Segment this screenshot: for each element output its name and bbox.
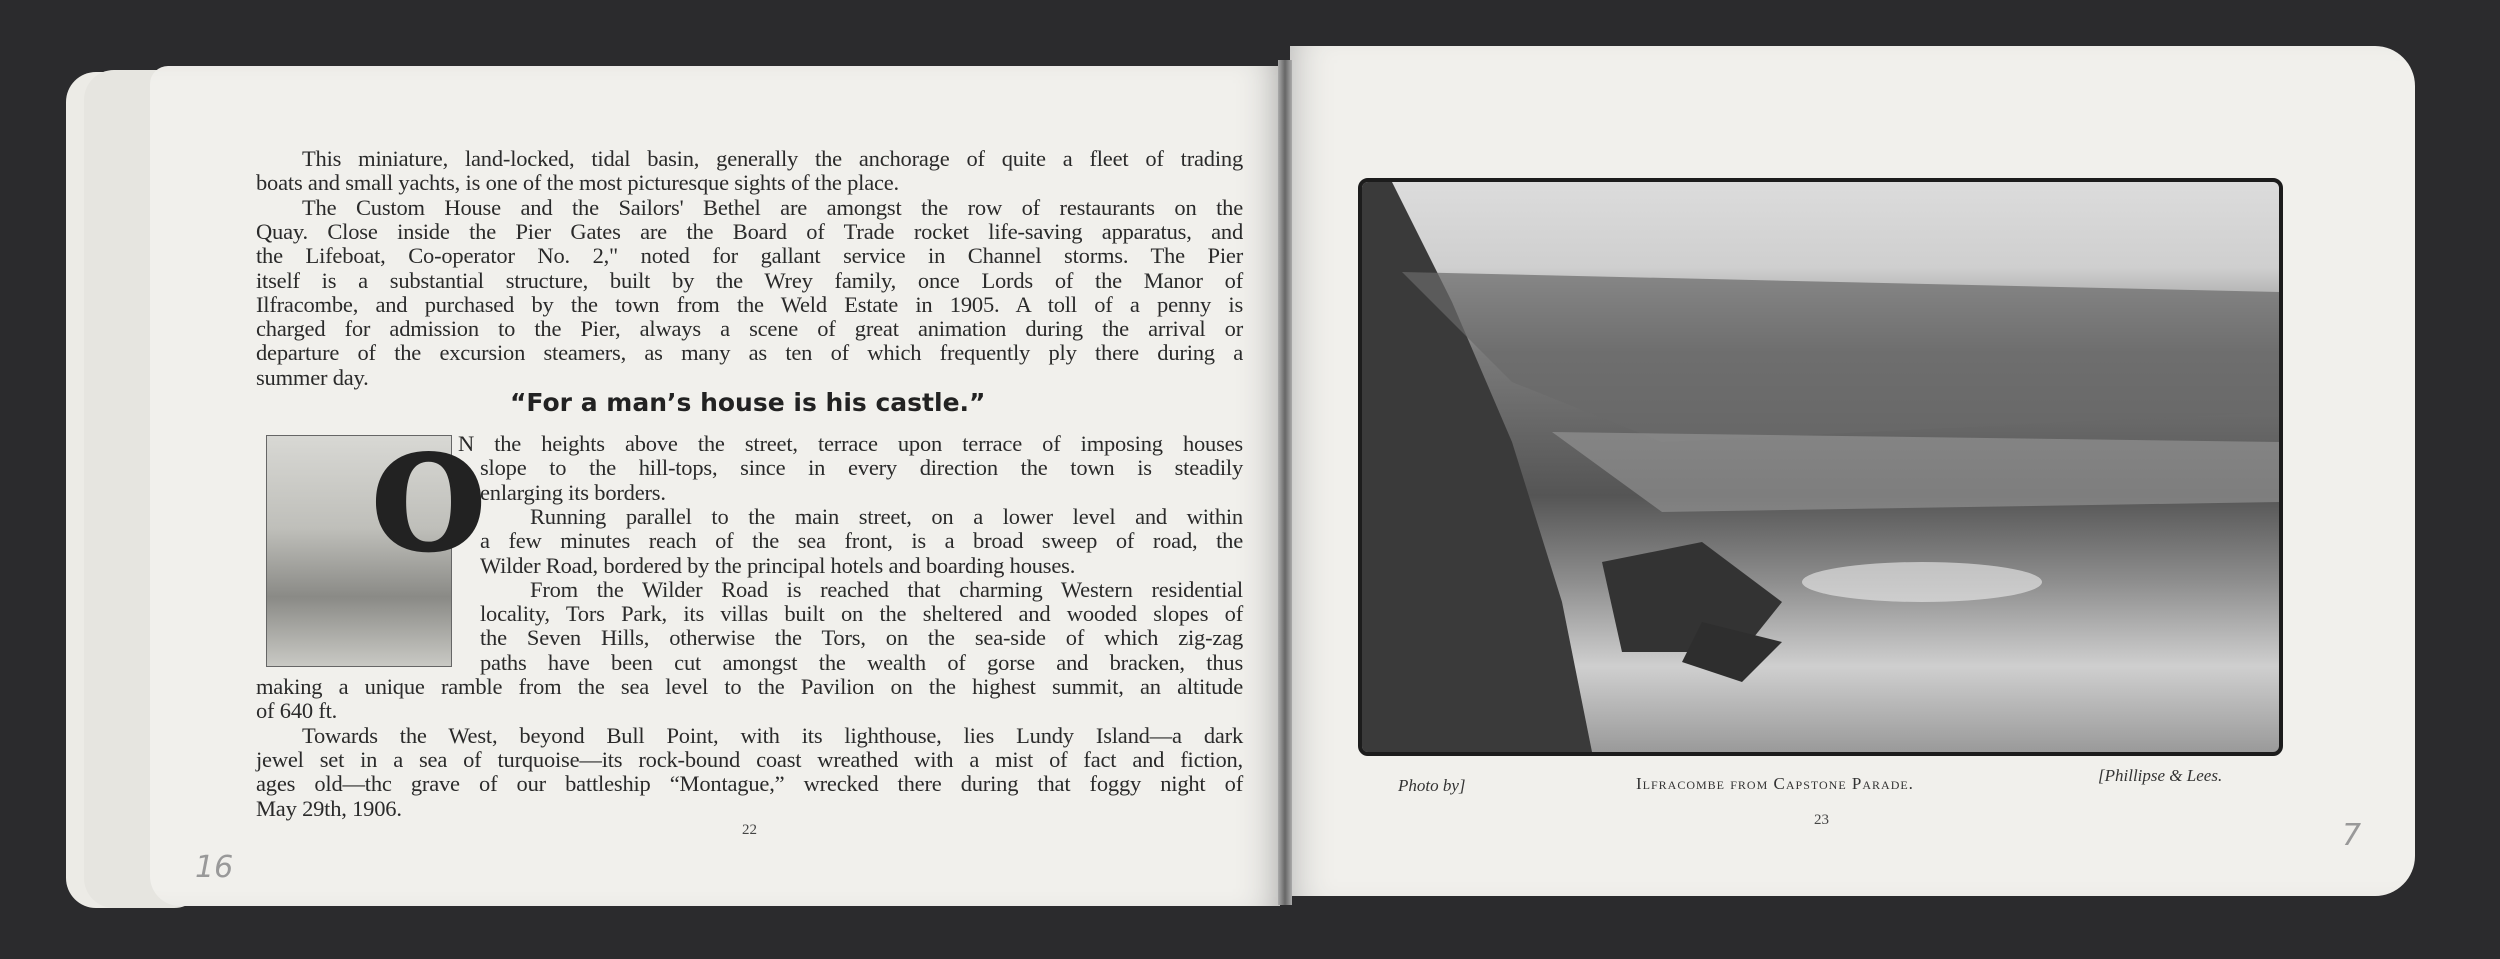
text-line: locality, Tors Park, its villas built on the sheltered and wooded slopes of — [480, 601, 1243, 627]
pencil-mark: 7 — [2342, 818, 2362, 853]
page-number: 22 — [742, 822, 757, 838]
page-number: 23 — [1814, 812, 1829, 828]
text-line: a few minutes reach of the sea front, is a broad sweep of road, the — [480, 528, 1243, 554]
text-line: of 640 ft. — [256, 698, 338, 724]
text-line: making a unique ramble from the sea level to the Pavilion on the highest summit, an altitude — [256, 674, 1243, 699]
text-line: itself is a substantial structure, built by the Wrey family, once Lords of the Manor of — [256, 267, 1243, 293]
text-line: The Custom House and the Sailors' Bethel are amongst the row of restaurants on the — [302, 194, 1243, 220]
book-gutter — [1278, 60, 1292, 905]
drop-cap-illustration — [266, 427, 486, 667]
photo-credit-label: Photo by] — [1398, 776, 1466, 795]
text-line: Wilder Road, bordered by the principal hotels and boarding houses. — [480, 552, 1076, 578]
text-line: Ilfracombe, and purchased by the town from the Weld Estate in 1905. A toll of a penny is — [256, 291, 1243, 317]
text-line: boats and small yachts, is one of the most picturesque sights of the place. — [256, 170, 899, 196]
text-line: From the Wilder Road is reached that charming Western residential — [530, 576, 1243, 602]
text-line: the Lifeboat, Co-operator No. 2," noted for gallant service in Channel storms. The Pier — [256, 243, 1243, 269]
pencil-mark: 16 — [195, 850, 234, 885]
text-line: Quay. Close inside the Pier Gates are the Board of Trade rocket life-saving apparatus, and — [256, 218, 1243, 244]
photograph-ilfracombe — [1358, 178, 2283, 756]
text-line: N the heights above the street, terrace upon terrace of imposing houses — [458, 431, 1243, 456]
text-line: paths have been cut amongst the wealth of gorse and bracken, thus — [480, 649, 1243, 675]
section-heading: “For a man’s house is his castle.” — [510, 388, 986, 417]
text-line: slope to the hill-tops, since in every direction the town is steadily — [480, 455, 1243, 481]
text-line: Towards the West, beyond Bull Point, with its lighthouse, lies Lundy Island—a dark — [302, 722, 1243, 748]
text-line: charged for admission to the Pier, always a scene of great animation during the arrival or — [256, 316, 1243, 342]
text-line: enlarging its borders. — [480, 479, 666, 505]
text-line: jewel set in a sea of turquoise—its rock-bound coast wreathed with a mist of fact and fiction, — [256, 746, 1243, 772]
text-line: This miniature, land-locked, tidal basin, generally the anchorage of quite a fleet of trading — [302, 146, 1243, 171]
photo-credit-name: [Phillipse & Lees. — [2098, 766, 2223, 785]
drop-cap-letter: O — [372, 427, 486, 580]
text-line: ages old—thc grave of our battleship “Montague,” wrecked there during that foggy night of — [256, 771, 1243, 797]
text-line: May 29th, 1906. — [256, 795, 402, 821]
text-line: summer day. — [256, 364, 369, 390]
photo-scene — [1362, 182, 2279, 752]
text-line: the Seven Hills, otherwise the Tors, on the sea-side of which zig-zag — [480, 625, 1243, 651]
text-line: departure of the excursion steamers, as many as ten of which frequently ply there during a — [256, 340, 1243, 366]
photo-caption: Ilfracombe from Capstone Parade. — [1636, 774, 1914, 793]
text-line: Running parallel to the main street, on a lower level and within — [530, 503, 1243, 529]
